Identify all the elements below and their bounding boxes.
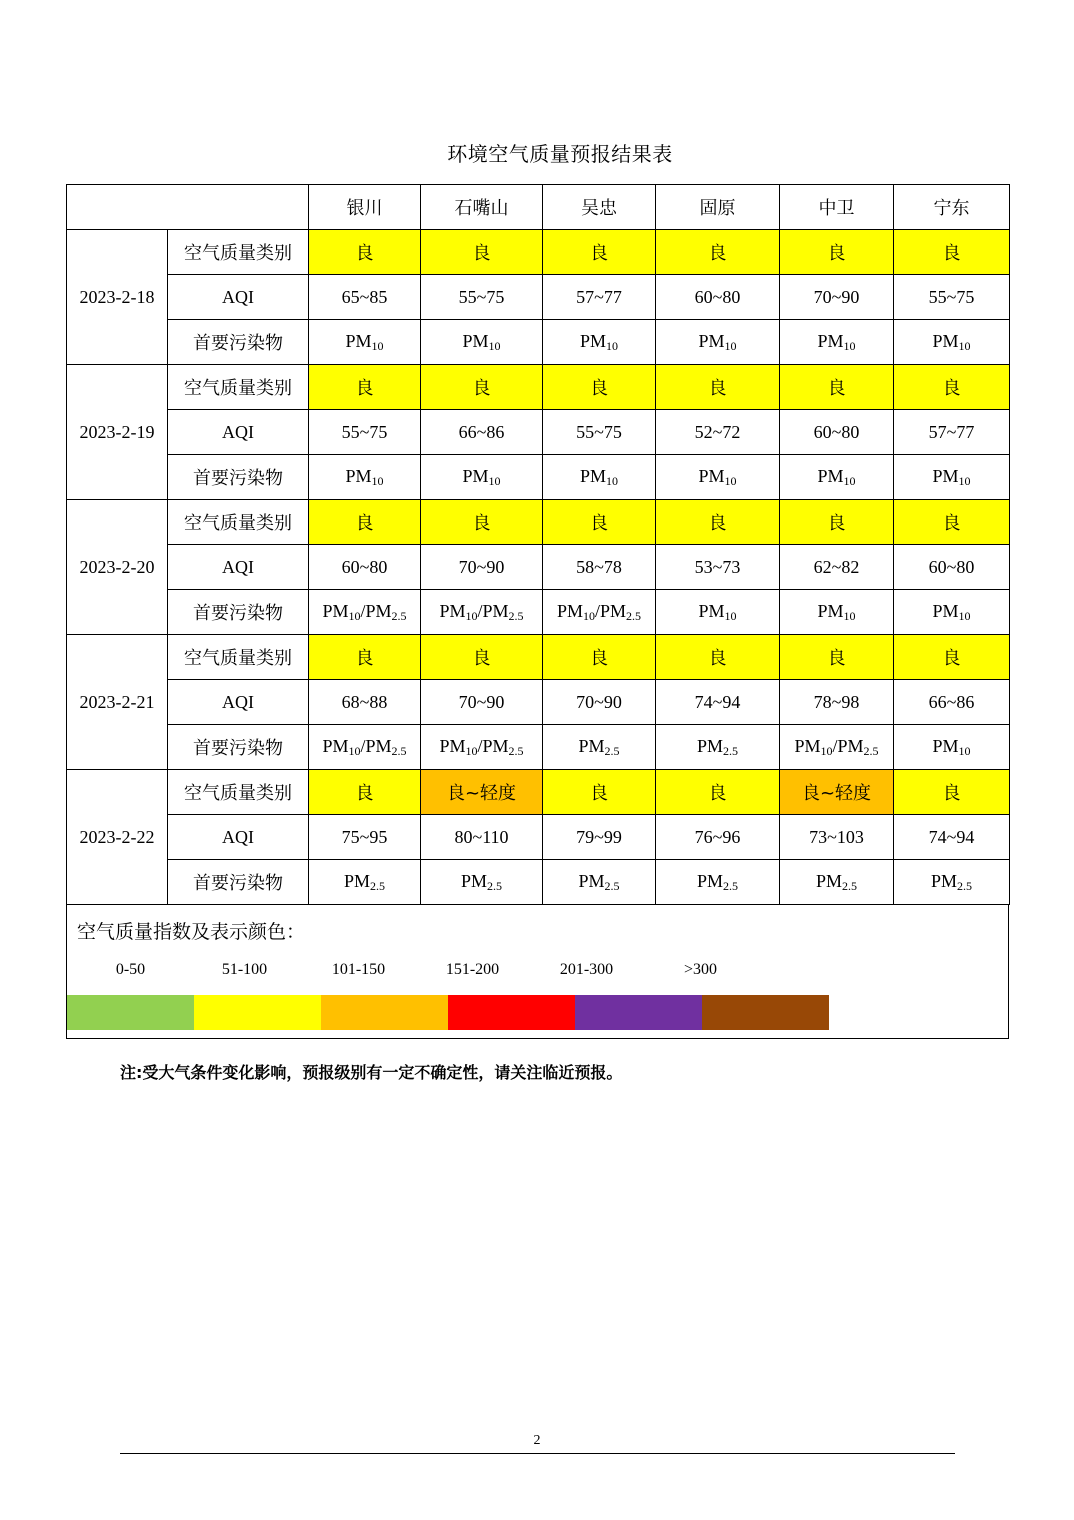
aqi-cell: 55~75: [543, 410, 656, 455]
pollutant-cell: $PM_{10}$: [543, 320, 656, 365]
aqi-cell: 55~75: [309, 410, 421, 455]
pollutant-subscript: 10: [465, 608, 478, 623]
pollutant-cell: $PM_{10}$: [780, 455, 894, 500]
aqi-cell: 68~88: [309, 680, 421, 725]
row-label-aqi: AQI: [168, 680, 309, 725]
row-label-pollutant: 首要污染物: [168, 590, 309, 635]
pollutant-subscript: 10: [958, 743, 971, 758]
aqi-cell: 70~90: [421, 680, 543, 725]
aqi-cell: 60~80: [894, 545, 1010, 590]
aqi-cell: 52~72: [656, 410, 780, 455]
city-header: 吴忠: [543, 185, 656, 230]
aqi-cell: 74~94: [656, 680, 780, 725]
category-cell: 良~轻度: [780, 770, 894, 815]
header-row: [67, 185, 1010, 230]
pollutant-subscript: 10: [820, 743, 833, 758]
aqi-cell: 55~75: [421, 275, 543, 320]
pollutant-subscript: 10: [724, 473, 737, 488]
category-cell: 良: [309, 770, 421, 815]
category-cell: 良: [780, 635, 894, 680]
row-label-category: 空气质量类别: [168, 365, 309, 410]
category-cell: 良: [780, 365, 894, 410]
pollutant-cell: $PM_{2.5}$: [421, 860, 543, 905]
pollutant-cell: $PM_{10}$: [894, 320, 1010, 365]
date-cell: 2023-2-21: [67, 635, 168, 770]
legend-range-label: 51-100: [221, 961, 268, 978]
aqi-cell: 74~94: [894, 815, 1010, 860]
aqi-cell: 70~90: [421, 545, 543, 590]
row-label-category: 空气质量类别: [168, 635, 309, 680]
pollutant-subscript: 10: [348, 743, 361, 758]
pollutant-row: [67, 860, 1010, 905]
pollutant-subscript: 10: [606, 338, 618, 353]
pollutant-subscript: 10: [843, 608, 856, 623]
category-cell: 良: [894, 635, 1010, 680]
pollutant-subscript: 10: [724, 608, 737, 623]
legend-range-label: >300: [683, 961, 718, 978]
aqi-row: [67, 410, 1010, 455]
row-label-aqi: AQI: [168, 410, 309, 455]
pollutant-cell: $PM_{10}$: [780, 320, 894, 365]
aqi-cell: 70~90: [780, 275, 894, 320]
date-cell: 2023-2-20: [67, 500, 168, 635]
city-header: 石嘴山: [421, 185, 543, 230]
category-cell: 良: [656, 635, 780, 680]
aqi-cell: 60~80: [780, 410, 894, 455]
legend-title: 空气质量指数及表示颜色：: [77, 921, 306, 943]
pollutant-cell: $PM_{2.5}$: [309, 860, 421, 905]
pollutant-subscript: 10: [724, 338, 737, 353]
forecast-table: [66, 184, 1010, 905]
pollutant-cell: $PM_{10}/PM_{2.5}$: [421, 590, 543, 635]
legend-range-label: 0-50: [115, 961, 146, 978]
aqi-cell: 58~78: [543, 545, 656, 590]
pollutant-cell: $PM_{10}$: [543, 455, 656, 500]
legend-color-swatch: [575, 995, 702, 1030]
row-label-pollutant: 首要污染物: [168, 455, 309, 500]
category-cell: 良: [543, 635, 656, 680]
category-cell: 良: [780, 230, 894, 275]
category-cell: 良: [421, 635, 543, 680]
category-cell: 良: [894, 770, 1010, 815]
aqi-cell: 75~95: [309, 815, 421, 860]
category-row: [67, 635, 1010, 680]
legend-ranges: [67, 961, 827, 983]
pollutant-cell: $PM_{10}/PM_{2.5}$: [309, 725, 421, 770]
pollutant-subscript: 10: [465, 743, 478, 758]
pollutant-subscript: 2.5: [487, 878, 502, 893]
aqi-cell: 73~103: [780, 815, 894, 860]
pollutant-cell: $PM_{2.5}$: [656, 725, 780, 770]
pollutant-cell: $PM_{10}$: [656, 320, 780, 365]
category-cell: 良: [656, 500, 780, 545]
pollutant-subscript: 10: [843, 473, 856, 488]
pollutant-subscript: 2.5: [842, 878, 857, 893]
legend-color-swatch: [702, 995, 829, 1030]
aqi-cell: 53~73: [656, 545, 780, 590]
pollutant-cell: $PM_{10}$: [894, 455, 1010, 500]
pollutant-cell: $PM_{10}$: [309, 455, 421, 500]
legend-color-swatch: [321, 995, 448, 1030]
pollutant-cell: $PM_{2.5}$: [543, 860, 656, 905]
pollutant-cell: $PM_{10}$: [894, 590, 1010, 635]
pollutant-row: [67, 590, 1010, 635]
row-label-category: 空气质量类别: [168, 500, 309, 545]
pollutant-subscript: 2.5: [508, 743, 524, 758]
pollutant-subscript: 10: [958, 608, 971, 623]
pollutant-subscript: 2.5: [604, 878, 620, 893]
pollutant-cell: $PM_{2.5}$: [656, 860, 780, 905]
aqi-cell: 66~86: [894, 680, 1010, 725]
pollutant-subscript: 2.5: [863, 743, 879, 758]
category-cell: 良: [894, 230, 1010, 275]
pollutant-subscript: 2.5: [391, 743, 407, 758]
aqi-cell: 70~90: [543, 680, 656, 725]
pollutant-row: [67, 320, 1010, 365]
category-row: [67, 770, 1010, 815]
pollutant-subscript: 10: [371, 338, 384, 353]
category-cell: 良: [656, 770, 780, 815]
category-cell: 良: [656, 230, 780, 275]
category-row: [67, 365, 1010, 410]
pollutant-subscript: 2.5: [370, 878, 385, 893]
pollutant-cell: $PM_{10}$: [421, 320, 543, 365]
pollutant-cell: $PM_{10}/PM_{2.5}$: [780, 725, 894, 770]
pollutant-subscript: 10: [348, 608, 361, 623]
row-label-aqi: AQI: [168, 545, 309, 590]
pollutant-subscript: 10: [843, 338, 856, 353]
date-cell: 2023-2-22: [67, 770, 168, 905]
aqi-cell: 65~85: [309, 275, 421, 320]
aqi-row: [67, 545, 1010, 590]
aqi-cell: 60~80: [656, 275, 780, 320]
legend-range-label: 151-200: [445, 961, 500, 978]
pollutant-subscript: 2.5: [604, 743, 620, 758]
pollutant-cell: $PM_{2.5}$: [894, 860, 1010, 905]
category-cell: 良: [656, 365, 780, 410]
legend-color-swatch: [194, 995, 321, 1030]
date-cell: 2023-2-18: [67, 230, 168, 365]
category-cell: 良: [309, 230, 421, 275]
pollutant-subscript: 2.5: [957, 878, 972, 893]
legend-range-label: 101-150: [331, 961, 386, 978]
row-label-category: 空气质量类别: [168, 230, 309, 275]
row-label-category: 空气质量类别: [168, 770, 309, 815]
pollutant-cell: $PM_{10}/PM_{2.5}$: [543, 590, 656, 635]
date-cell: 2023-2-19: [67, 365, 168, 500]
legend-color-swatch: [448, 995, 575, 1030]
pollutant-subscript: 10: [958, 473, 971, 488]
pollutant-subscript: 10: [582, 608, 595, 623]
pollutant-subscript: 10: [371, 473, 384, 488]
pollutant-subscript: 2.5: [391, 608, 407, 623]
category-cell: 良: [543, 500, 656, 545]
city-header: 宁东: [894, 185, 1010, 230]
city-header: 中卫: [780, 185, 894, 230]
aqi-cell: 57~77: [543, 275, 656, 320]
aqi-cell: 57~77: [894, 410, 1010, 455]
pollutant-cell: $PM_{10}$: [894, 725, 1010, 770]
aqi-cell: 79~99: [543, 815, 656, 860]
row-label-aqi: AQI: [168, 275, 309, 320]
legend-color-swatch: [67, 995, 194, 1030]
pollutant-subscript: 2.5: [626, 608, 642, 623]
aqi-cell: 80~110: [421, 815, 543, 860]
aqi-cell: 76~96: [656, 815, 780, 860]
row-label-aqi: AQI: [168, 815, 309, 860]
city-header: 固原: [656, 185, 780, 230]
aqi-cell: 66~86: [421, 410, 543, 455]
category-cell: 良: [309, 365, 421, 410]
page-number: 2: [533, 1433, 541, 1448]
aqi-cell: 62~82: [780, 545, 894, 590]
aqi-row: [67, 275, 1010, 320]
pollutant-subscript: 2.5: [723, 878, 738, 893]
page-title: 环境空气质量预报结果表: [447, 142, 673, 166]
pollutant-subscript: 2.5: [723, 743, 738, 758]
pollutant-row: [67, 725, 1010, 770]
category-cell: 良: [309, 635, 421, 680]
legend-range-label: 201-300: [559, 961, 614, 978]
category-row: [67, 230, 1010, 275]
aqi-row: [67, 680, 1010, 725]
corner-cell: [67, 185, 309, 230]
city-header: 银川: [309, 185, 421, 230]
pollutant-cell: $PM_{2.5}$: [543, 725, 656, 770]
aqi-row: [67, 815, 1010, 860]
category-cell: 良: [421, 500, 543, 545]
category-cell: 良: [543, 230, 656, 275]
footer-rule: [120, 1453, 955, 1454]
row-label-pollutant: 首要污染物: [168, 860, 309, 905]
category-cell: 良: [894, 365, 1010, 410]
category-cell: 良: [543, 770, 656, 815]
legend-section: [66, 905, 1009, 1039]
aqi-cell: 55~75: [894, 275, 1010, 320]
forecast-note: 注:受大气条件变化影响，预报级别有一定不确定性，请关注临近预报。: [120, 1063, 623, 1082]
forecast-table-wrapper: [66, 184, 1009, 1039]
aqi-cell: 60~80: [309, 545, 421, 590]
category-row: [67, 500, 1010, 545]
row-label-pollutant: 首要污染物: [168, 725, 309, 770]
pollutant-subscript: 10: [958, 338, 971, 353]
pollutant-cell: $PM_{10}$: [656, 590, 780, 635]
pollutant-cell: $PM_{2.5}$: [780, 860, 894, 905]
pollutant-subscript: 10: [488, 473, 501, 488]
legend-color-bar: [67, 995, 827, 1030]
pollutant-cell: $PM_{10}$: [421, 455, 543, 500]
pollutant-row: [67, 455, 1010, 500]
category-cell: 良: [780, 500, 894, 545]
category-cell: 良~轻度: [421, 770, 543, 815]
pollutant-subscript: 2.5: [508, 608, 524, 623]
category-cell: 良: [421, 365, 543, 410]
row-label-pollutant: 首要污染物: [168, 320, 309, 365]
category-cell: 良: [309, 500, 421, 545]
category-cell: 良: [421, 230, 543, 275]
pollutant-subscript: 10: [606, 473, 618, 488]
pollutant-cell: $PM_{10}/PM_{2.5}$: [421, 725, 543, 770]
pollutant-cell: $PM_{10}$: [656, 455, 780, 500]
category-cell: 良: [894, 500, 1010, 545]
pollutant-cell: $PM_{10}$: [780, 590, 894, 635]
pollutant-cell: $PM_{10}$: [309, 320, 421, 365]
pollutant-cell: $PM_{10}/PM_{2.5}$: [309, 590, 421, 635]
pollutant-subscript: 10: [488, 338, 501, 353]
category-cell: 良: [543, 365, 656, 410]
aqi-cell: 78~98: [780, 680, 894, 725]
